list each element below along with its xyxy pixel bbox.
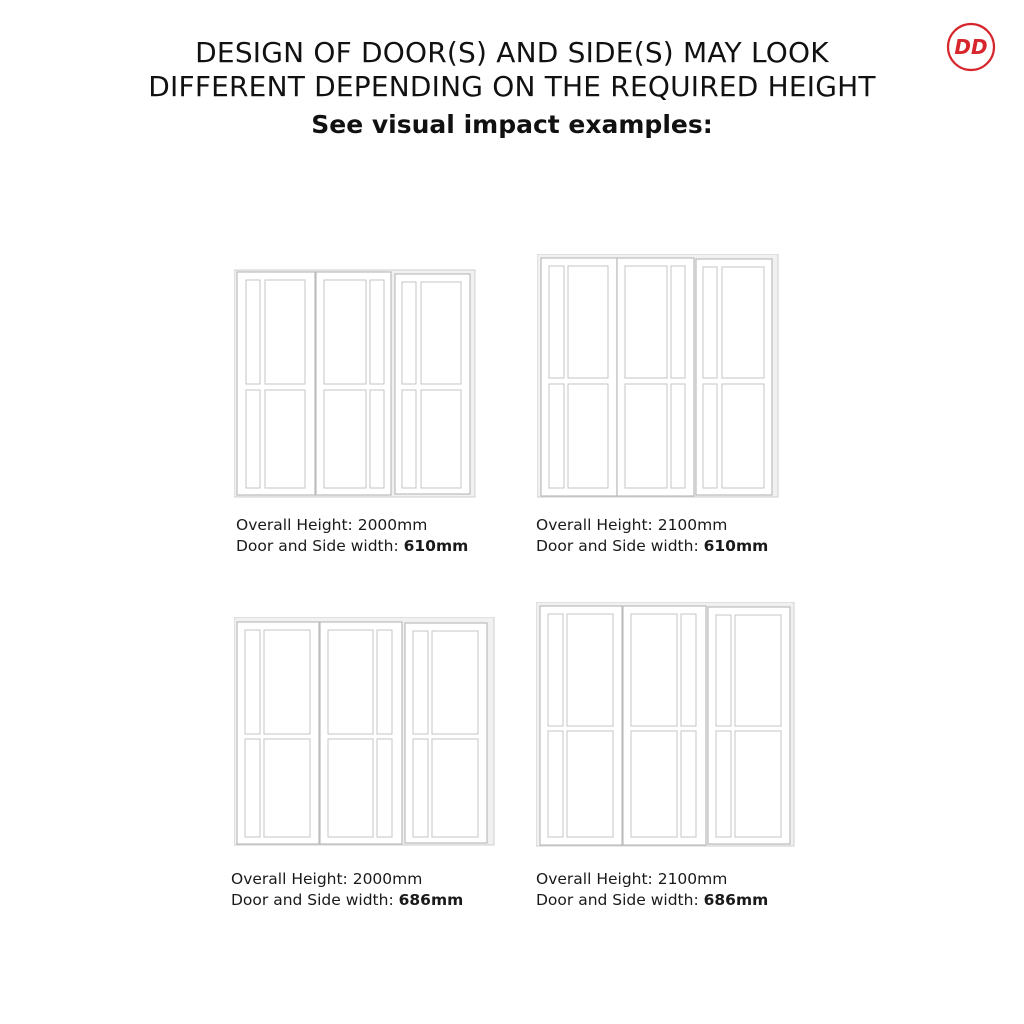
door-middle — [623, 606, 706, 845]
caption-example-3 — [231, 869, 463, 911]
door-left — [237, 622, 319, 844]
door-example-1 — [234, 266, 476, 498]
heading-subtitle: See visual impact examples: — [311, 110, 713, 139]
side-panel — [708, 607, 790, 844]
door-left — [541, 258, 617, 496]
door-width-value: 610mm — [703, 537, 769, 555]
overall-height-label: Overall Height: 2100mm — [536, 516, 728, 534]
door-middle — [617, 258, 694, 496]
door-middle — [316, 272, 391, 495]
door-width-label: Door and Side width: 610mm — [536, 537, 769, 555]
caption-example-4 — [536, 869, 768, 911]
side-panel — [405, 623, 487, 843]
door-left — [237, 272, 315, 495]
door-width-label: Door and Side width: 686mm — [536, 891, 769, 909]
door-example-3 — [234, 617, 496, 847]
overall-height-label: Overall Height: 2100mm — [536, 870, 728, 888]
heading-line-2: DIFFERENT DEPENDING ON THE REQUIRED HEIGHT — [148, 70, 876, 103]
caption-example-2 — [536, 515, 768, 557]
caption-example-1 — [236, 515, 468, 557]
side-panel — [395, 274, 470, 494]
door-width-value: 686mm — [398, 891, 464, 909]
side-panel — [696, 259, 772, 495]
overall-height-label: Overall Height: 2000mm — [236, 516, 428, 534]
door-width-label: Door and Side width: 610mm — [236, 537, 469, 555]
overall-height-label: Overall Height: 2000mm — [231, 870, 423, 888]
door-left — [540, 606, 622, 845]
heading-line-1: DESIGN OF DOOR(S) AND SIDE(S) MAY LOOK — [195, 36, 829, 69]
dd-logo-icon — [946, 22, 996, 72]
door-example-2 — [537, 254, 779, 498]
door-width-label: Door and Side width: 686mm — [231, 891, 464, 909]
logo-text: DD — [954, 35, 988, 59]
heading — [0, 36, 1024, 142]
door-example-4 — [536, 602, 796, 848]
door-width-value: 686mm — [703, 891, 769, 909]
door-middle — [320, 622, 402, 844]
door-width-value: 610mm — [403, 537, 469, 555]
